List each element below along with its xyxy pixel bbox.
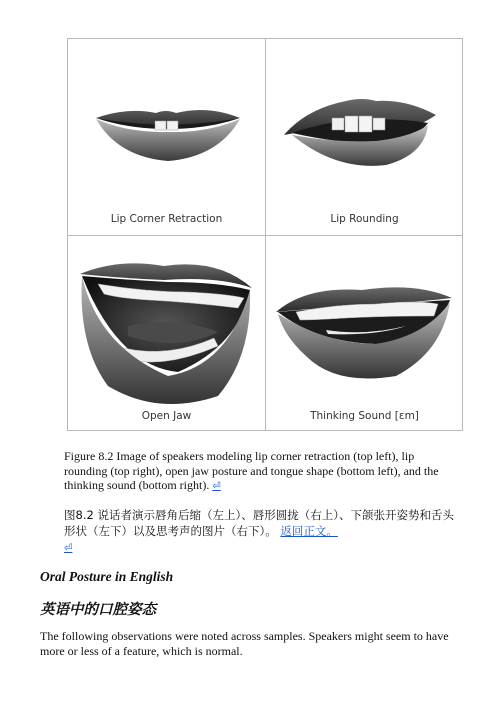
lips-illustration	[266, 236, 463, 432]
return-to-text-link[interactable]: 返回正文。	[280, 524, 338, 538]
lips-illustration	[266, 39, 463, 235]
panel-label: Lip Corner Retraction	[110, 213, 223, 225]
section-heading-zh: 英语中的口腔姿态	[40, 602, 156, 618]
panel-open-jaw	[68, 236, 265, 432]
section-heading-en: Oral Posture in English	[40, 569, 174, 584]
panel-lip-corner-retraction	[68, 39, 265, 235]
body-paragraph: The following observations were noted across samples. Speakers might seem to have more or less of a feature, which is normal.	[40, 629, 449, 658]
lips-illustration	[68, 236, 265, 432]
caption-text-zh: 图8.2 说话者演示唇角后缩（左上）、唇形圆拢（右上）、下颌张开姿势和舌头形状（左下）以及思考声的图片（右下）。	[64, 508, 454, 538]
figure-caption-zh	[64, 507, 454, 557]
lips-illustration	[68, 39, 265, 235]
caption-text: Figure 8.2 Image of speakers modeling lip corner retraction (top left), lip rounding (top right), open jaw posture and tongue shape (bottom left), and the thinking sound (bottom right).	[64, 449, 439, 492]
return-icon[interactable]: ⏎	[212, 481, 221, 492]
panel-lip-rounding	[266, 39, 463, 235]
figure-caption-en	[64, 449, 454, 495]
panel-label: Thinking Sound [ɛm]	[310, 410, 419, 422]
panel-label: Open Jaw	[141, 410, 192, 422]
return-icon[interactable]: ⏎	[64, 543, 73, 554]
lip-posture-figure	[67, 38, 463, 431]
panel-thinking-sound	[266, 236, 463, 432]
panel-label: Lip Rounding	[330, 213, 399, 225]
